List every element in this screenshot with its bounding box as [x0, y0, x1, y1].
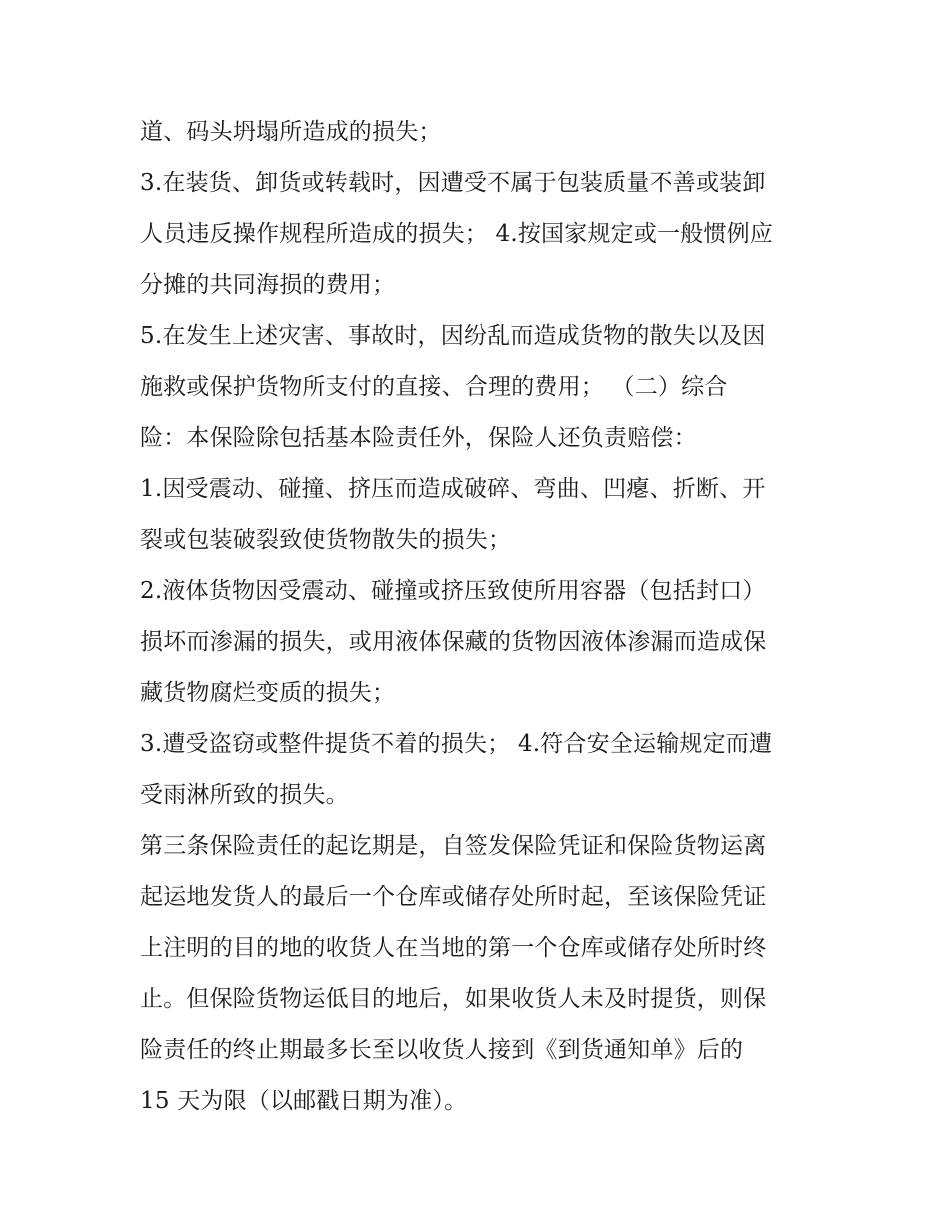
document-body — [140, 107, 820, 1127]
text-line: 分摊的共同海损的费用； — [140, 272, 396, 298]
text-line: 第三条保险责任的起讫期是，自签发保险凭证和保险货物运离 — [140, 833, 767, 859]
text-line: 损坏而渗漏的损失，或用液体保藏的货物因液体渗漏而造成保 — [140, 629, 767, 655]
text-line: 道、码头坍塌所造成的损失； — [140, 119, 442, 145]
text-line: 险责任的终止期最多长至以收货人接到《到货通知单》后的 — [140, 1037, 744, 1063]
text-line: 人员违反操作规程所造成的损失； 4.按国家规定或一般惯例应 — [140, 221, 774, 247]
text-line: 上注明的目的地的收货人在当地的第一个仓库或储存处所时终 — [140, 935, 767, 961]
text-line: 起运地发货人的最后一个仓库或储存处所时起，至该保险凭证 — [140, 884, 767, 910]
text-line: 险：本保险除包括基本险责任外，保险人还负责赔偿： — [140, 425, 697, 451]
text-line: 15 天为限（以邮戳日期为准）。 — [140, 1088, 468, 1114]
text-line: 受雨淋所致的损失。 — [140, 782, 349, 808]
text-line: 3.在装货、卸货或转载时，因遭受不属于包装质量不善或装卸 — [140, 170, 766, 196]
text-line: 5.在发生上述灾害、事故时，因纷乱而造成货物的散失以及因 — [140, 323, 766, 349]
text-line: 1.因受震动、碰撞、挤压而造成破碎、弯曲、凹瘪、折断、开 — [140, 476, 766, 502]
text-line: 2.液体货物因受震动、碰撞或挤压致使所用容器（包括封口） — [140, 578, 766, 604]
text-line: 施救或保护货物所支付的直接、合理的费用； （二）综合 — [140, 374, 728, 400]
text-line: 裂或包装破裂致使货物散失的损失； — [140, 527, 512, 553]
text-line: 3.遭受盗窃或整件提货不着的损失； 4.符合安全运输规定而遭 — [140, 731, 773, 757]
text-line: 止。但保险货物运低目的地后，如果收货人未及时提货，则保 — [140, 986, 767, 1012]
text-line: 藏货物腐烂变质的损失； — [140, 680, 396, 706]
